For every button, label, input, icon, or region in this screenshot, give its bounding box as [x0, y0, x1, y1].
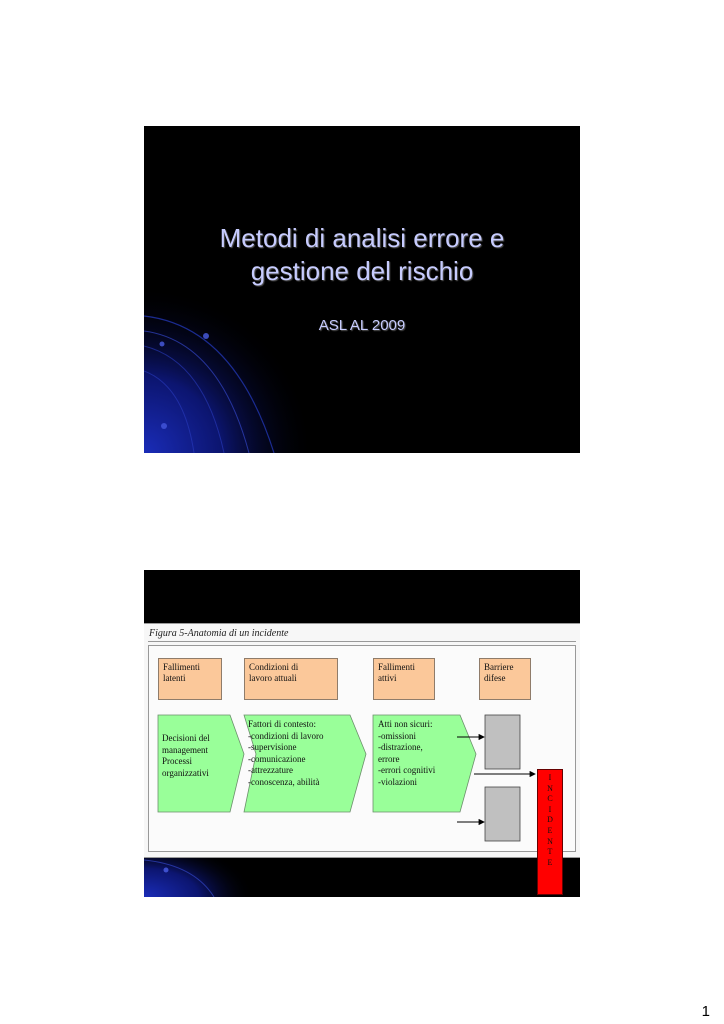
incident-letter: E: [547, 825, 553, 835]
header-line-2: difese: [484, 673, 506, 683]
page-number: 1: [701, 1003, 710, 1020]
header-line-2: lavoro attuali: [249, 673, 297, 683]
slide-1-title: [164, 222, 560, 288]
slide-1-subtitle: ASL AL 2009: [318, 317, 406, 334]
title-line-2: gestione del rischio: [250, 256, 474, 286]
incident-letter: I: [548, 773, 552, 782]
title-line-1: Metodi di analisi errore e: [219, 223, 505, 253]
work-conditions-text: Fattori di contesto: -condizioni di lavoro -supervisione -comunicazione -attrezzature -conoscenza, abilità: [248, 719, 324, 787]
incident-letter: T: [547, 847, 553, 857]
header-work-conditions: [244, 658, 338, 700]
incident-letter: N: [547, 783, 553, 793]
slide-2: [144, 570, 580, 897]
header-line-1: Barriere: [484, 662, 514, 672]
active-failures-text: Atti non sicuri: -omissioni -distrazione, errore -errori cognitivi -violazioni: [378, 719, 436, 787]
header-latent-failures: [158, 658, 222, 700]
header-line-2: attivi: [378, 673, 397, 683]
incident-letter: D: [547, 815, 553, 825]
header-line-2: latenti: [163, 673, 186, 683]
header-active-failures: [373, 658, 435, 700]
header-line-1: Condizioni di: [249, 662, 299, 672]
latent-failures-text: Decisioni del management Processi organizzativi: [162, 733, 210, 778]
figure-caption: Figura 5-Anatomia di un incidente: [149, 628, 289, 639]
barrier-box-bottom: [485, 787, 520, 841]
incident-letter: N: [547, 836, 553, 846]
header-barriers: [479, 658, 531, 700]
header-line-1: Fallimenti: [163, 662, 200, 672]
slide-1: [144, 126, 580, 453]
incident-letter: C: [547, 794, 553, 804]
incident-box: [537, 769, 563, 895]
incident-letter: E: [547, 857, 553, 867]
header-line-1: Fallimenti: [378, 662, 415, 672]
barrier-box-top: [485, 715, 520, 769]
incident-letter: I: [548, 804, 552, 814]
slide-decoration: [144, 126, 580, 453]
incident-anatomy-figure: [144, 623, 580, 867]
